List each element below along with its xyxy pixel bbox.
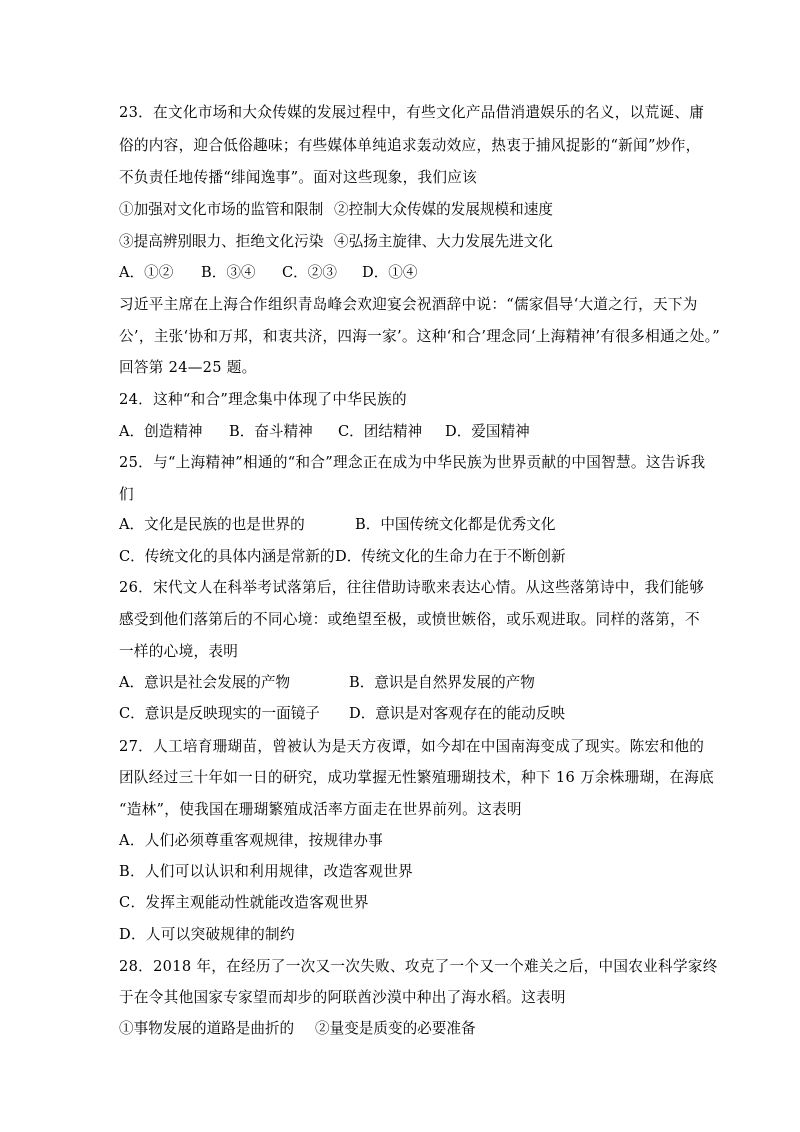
q26-answer-b: B．意识是自然界发展的产物 <box>349 674 535 691</box>
q24-answer-c: C．团结精神 <box>338 423 423 440</box>
q26-answer-a: A．意识是社会发展的产物 <box>119 674 291 691</box>
q23-option-3: ③提高辨别眼力、拒绝文化污染 <box>119 233 324 250</box>
q26-stem-line2: 感受到他们落第后的不同心境：或绝望至极，或愤世嫉俗，或乐观进取。同样的落第，不 <box>119 611 700 628</box>
intro-line1: 习近平主席在上海合作组织青岛峰会欢迎宴会祝酒辞中说：“儒家倡导‘大道之行，天下为 <box>119 296 698 313</box>
intro-line2: 公’，主张‘协和万邦，和衷共济，四海一家’。这种‘和合’理念同‘上海精神’有很多相通之处。” <box>119 328 720 345</box>
q28-option-1: ①事物发展的道路是曲折的 <box>119 1020 295 1037</box>
q25-answer-a: A．文化是民族的也是世界的 <box>119 516 305 533</box>
q27-answer-a: A．人们必须尊重客观规律，按规律办事 <box>119 832 384 849</box>
q23-option-4: ④弘扬主旋律、大力发展先进文化 <box>334 233 553 250</box>
q25-answer-c: C．传统文化的具体内涵是常新的 <box>119 548 335 565</box>
q23-answer-c: C．②③ <box>282 264 337 281</box>
q27-answer-d: D．人可以突破规律的制约 <box>119 926 295 943</box>
q27-answer-c: C．发挥主观能动性就能改造客观世界 <box>119 894 369 911</box>
q23-answer-b: B．③④ <box>201 264 256 281</box>
q25-stem-line1: 25．与“上海精神”相通的“和合”理念正在成为中华民族为世界贡献的中国智慧。这告诉我 <box>119 454 706 471</box>
q28-stem-line1: 28．2018 年，在经历了一次又一次失败、攻克了一个又一个难关之后，中国农业科学家终 <box>119 958 718 975</box>
q23-answer-a: A．①② <box>119 264 174 281</box>
q23-answer-d: D．①④ <box>362 264 418 281</box>
q24-answer-a: A．创造精神 <box>119 423 203 440</box>
q27-stem-line2: 团队经过三十年如一日的研究，成功掌握无性繁殖珊瑚技术，种下 16 万余株珊瑚，在海底 <box>119 769 715 786</box>
q23-option-1: ①加强对文化市场的监管和限制 <box>119 201 324 218</box>
q26-answer-d: D．意识是对客观存在的能动反映 <box>349 705 566 722</box>
q25-answer-d: D．传统文化的生命力在于不断创新 <box>335 548 566 565</box>
q23-stem-line2: 俗的内容，迎合低俗趣味；有些媒体单纯追求轰动效应，热衷于捕风捉影的“新闻”炒作， <box>119 137 701 154</box>
q26-stem-line3: 一样的心境，表明 <box>119 643 239 660</box>
q27-stem-line3: “造林”，使我国在珊瑚繁殖成活率方面走在世界前列。这表明 <box>119 801 522 818</box>
q28-option-2: ②量变是质变的必要准备 <box>315 1020 476 1037</box>
q24-answer-b: B．奋斗精神 <box>229 423 313 440</box>
q25-stem-line2: 们 <box>119 486 134 503</box>
q23-stem-line3: 不负责任地传播“绯闻逸事”。面对这些现象，我们应该 <box>119 169 478 186</box>
q26-answer-c: C．意识是反映现实的一面镜子 <box>119 705 320 722</box>
q27-answer-b: B．人们可以认识和利用规律，改造客观世界 <box>119 863 414 880</box>
q26-stem-line1: 26．宋代文人在科举考试落第后，往往借助诗歌来表达心情。从这些落第诗中，我们能够 <box>119 579 705 596</box>
q24-stem: 24．这种“和合”理念集中体现了中华民族的 <box>119 391 407 408</box>
q28-stem-line2: 于在令其他国家专家望而却步的阿联酋沙漠中种出了海水稻。这表明 <box>119 989 566 1006</box>
q24-answer-d: D．爱国精神 <box>445 423 530 440</box>
q23-option-2: ②控制大众传媒的发展规模和速度 <box>334 201 553 218</box>
intro-line3: 回答第 24—25 题。 <box>119 359 257 376</box>
q25-answer-b: B．中国传统文化都是优秀文化 <box>355 516 556 533</box>
q27-stem-line1: 27．人工培育珊瑚苗，曾被认为是天方夜谭，如今却在中国南海变成了现实。陈宏和他的 <box>119 738 705 755</box>
q23-stem-line1: 23．在文化市场和大众传媒的发展过程中，有些文化产品借消遣娱乐的名义，以荒诞、庸 <box>119 104 705 121</box>
